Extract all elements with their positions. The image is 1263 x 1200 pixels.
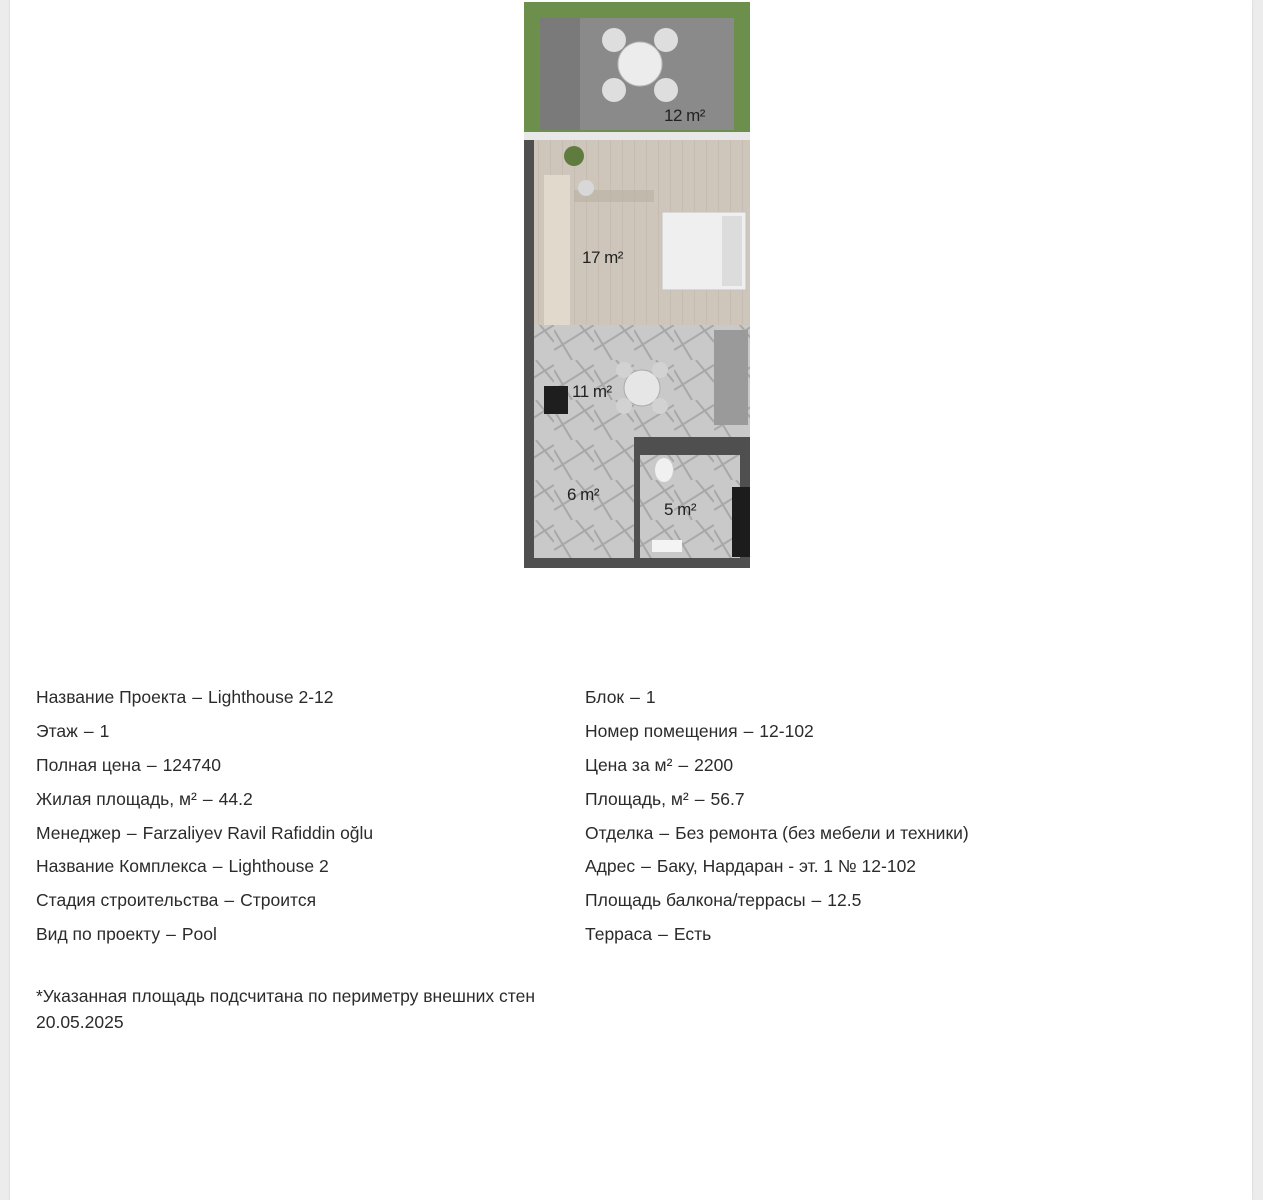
detail-row: Терраса – Есть xyxy=(585,924,712,945)
area-note: *Указанная площадь подсчитана по периметру внешних стен xyxy=(36,986,535,1006)
detail-row: Отделка – Без ремонта (без мебели и техники) xyxy=(585,822,969,843)
floor-plan xyxy=(514,0,750,570)
detail-row: Блок – 1 xyxy=(585,687,656,707)
detail-row: Номер помещения – 12-102 xyxy=(585,720,814,741)
details-right-column xyxy=(585,685,969,956)
detail-row: Жилая площадь, м² – 44.2 xyxy=(36,788,253,809)
detail-row: Цена за м² – 2200 xyxy=(585,754,734,775)
floor-plan-image xyxy=(514,0,750,570)
detail-row: Вид по проекту – Pool xyxy=(36,924,217,945)
detail-row: Стадия строительства – Строится xyxy=(36,890,317,911)
detail-row: Адрес – Баку, Нардаран - эт. 1 № 12-102 xyxy=(585,856,917,877)
detail-row: Полная цена – 124740 xyxy=(36,754,221,775)
document-date: 20.05.2025 xyxy=(36,1012,124,1032)
details-left-column xyxy=(36,685,373,956)
room-area-label: 17 m² xyxy=(582,248,623,267)
room-area-label: 12 m² xyxy=(664,106,705,125)
detail-row: Площадь балкона/террасы – 12.5 xyxy=(585,890,862,911)
detail-row: Название Комплекса – Lighthouse 2 xyxy=(36,856,329,877)
room-area-label: 5 m² xyxy=(664,500,696,519)
footnote xyxy=(36,983,535,1035)
detail-row: Менеджер – Farzaliyev Ravil Rafiddin oğlu xyxy=(36,822,374,843)
room-area-label: 11 m² xyxy=(572,382,612,401)
detail-row: Название Проекта – Lighthouse 2-12 xyxy=(36,687,334,707)
detail-row: Площадь, м² – 56.7 xyxy=(585,788,745,809)
room-area-label: 6 m² xyxy=(567,485,599,504)
detail-row: Этаж – 1 xyxy=(36,720,110,741)
